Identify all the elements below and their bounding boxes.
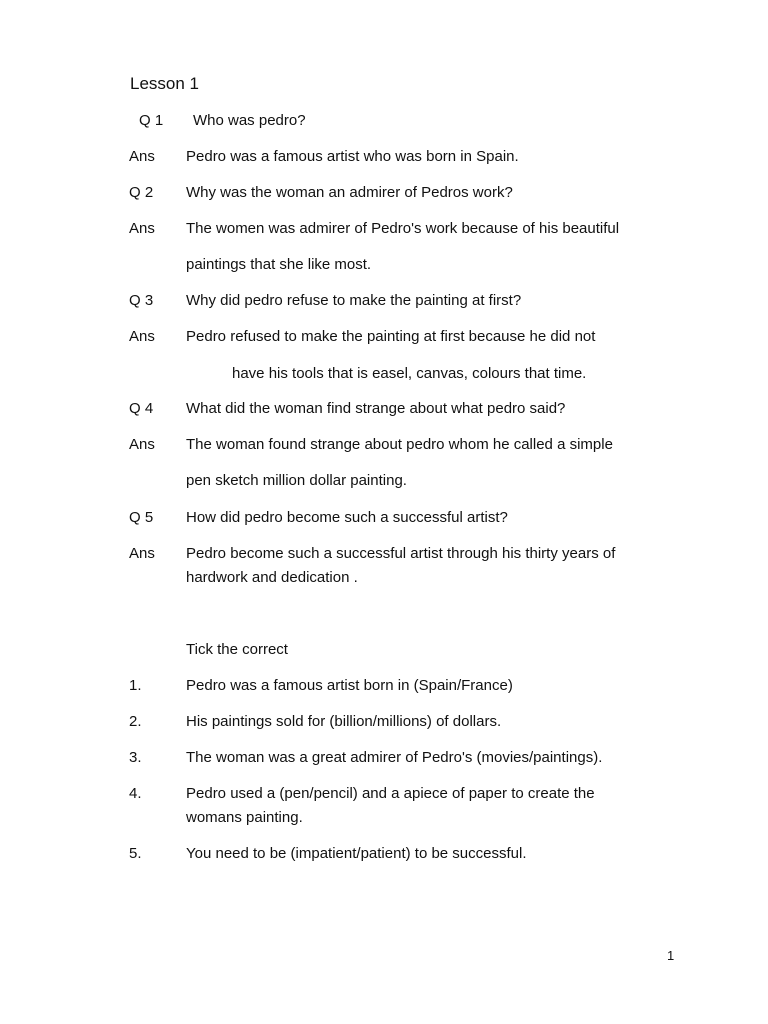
answer-label: Ans	[129, 436, 155, 453]
answer-label: Ans	[129, 220, 155, 237]
answer-label: Ans	[129, 148, 155, 165]
tick-item-text: Pedro was a famous artist born in (Spain/France)	[186, 677, 513, 694]
answer-text: Pedro was a famous artist who was born in Spain.	[186, 148, 519, 165]
question-text: How did pedro become such a successful artist?	[186, 509, 508, 526]
answer-label: Ans	[129, 545, 155, 562]
answer-text: hardwork and dedication .	[186, 569, 358, 586]
tick-item-text: You need to be (impatient/patient) to be successful.	[186, 845, 527, 862]
answer-text: Pedro refused to make the painting at first because he did not	[186, 328, 596, 345]
question-label: Q 2	[129, 184, 154, 201]
tick-item-number: 1.	[129, 677, 142, 694]
tick-heading: Tick the correct	[186, 641, 288, 658]
answer-text: The women was admirer of Pedro's work because of his beautiful	[186, 220, 620, 237]
question-text: What did the woman find strange about what pedro said?	[186, 400, 566, 417]
answer-label: Ans	[129, 328, 155, 345]
tick-item-number: 2.	[129, 713, 142, 730]
question-text: Who was pedro?	[193, 112, 306, 129]
answer-text: pen sketch million dollar painting.	[186, 472, 407, 489]
question-text: Why did pedro refuse to make the painting at first?	[186, 292, 522, 309]
tick-item-text: Pedro used a (pen/pencil) and a apiece of paper to create the	[186, 785, 595, 802]
question-label: Q 1	[139, 112, 164, 129]
tick-item-number: 5.	[129, 845, 142, 862]
question-label: Q 5	[129, 509, 154, 526]
tick-item-text: womans painting.	[186, 809, 303, 826]
tick-item-text: His paintings sold for (billion/millions) of dollars.	[186, 713, 502, 730]
question-text: Why was the woman an admirer of Pedros work?	[186, 184, 513, 201]
question-label: Q 3	[129, 292, 154, 309]
answer-text: Pedro become such a successful artist through his thirty years of	[186, 545, 616, 562]
lesson-title: Lesson 1	[130, 74, 199, 93]
page-number: 1	[667, 948, 675, 963]
answer-text: paintings that she like most.	[186, 256, 372, 273]
tick-item-number: 4.	[129, 785, 142, 802]
answer-text: have his tools that is easel, canvas, colours that time.	[232, 365, 587, 382]
tick-item-text: The woman was a great admirer of Pedro's (movies/paintings).	[186, 749, 603, 766]
answer-text: The woman found strange about pedro whom he called a simple	[186, 436, 613, 453]
tick-item-number: 3.	[129, 749, 142, 766]
question-label: Q 4	[129, 400, 154, 417]
